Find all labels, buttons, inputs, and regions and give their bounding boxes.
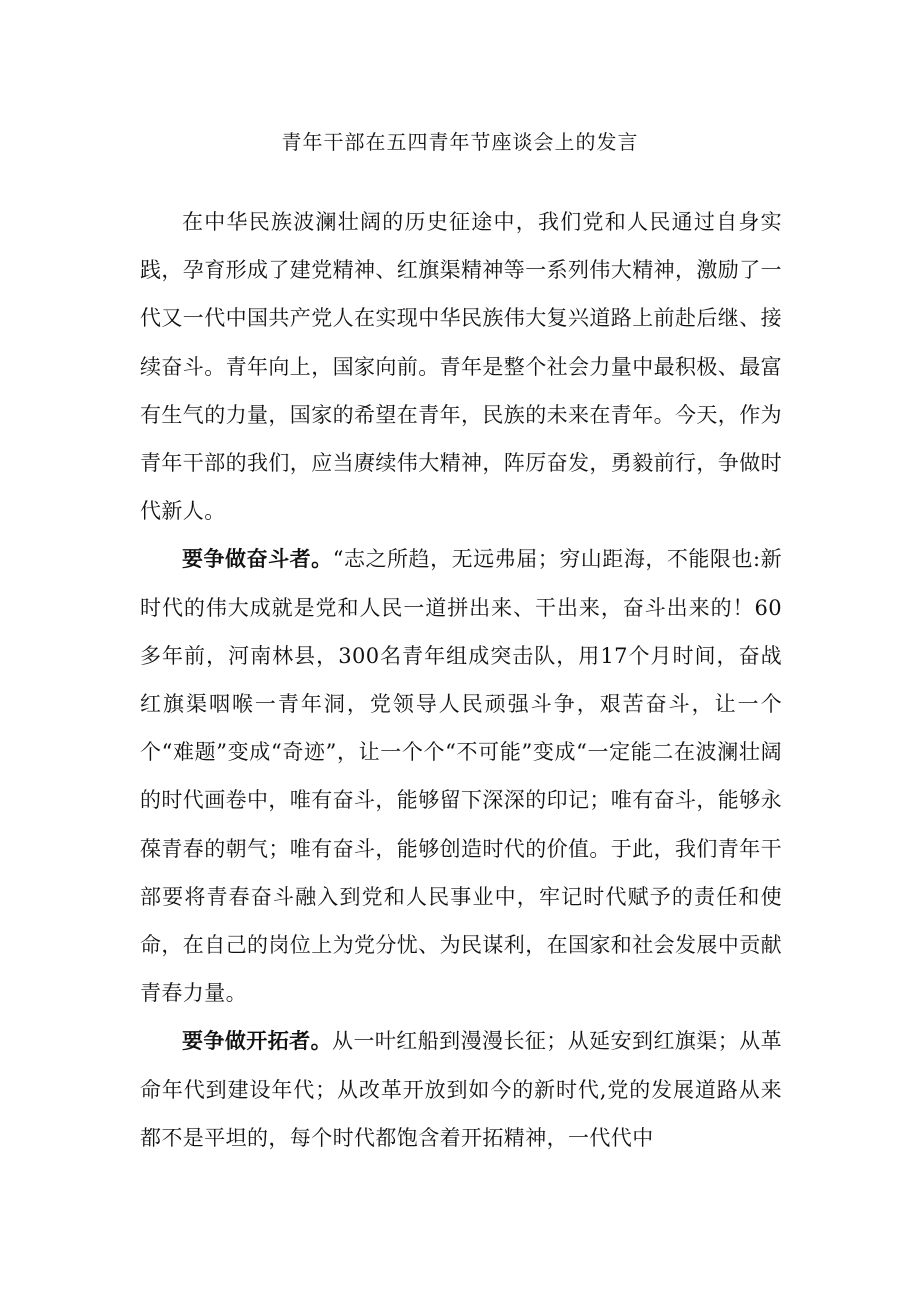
document-title: 青年干部在五四青年节座谈会上的发言: [281, 130, 639, 154]
paragraph-intro: [140, 198, 782, 535]
paragraph-striver-text: “志之所趋，无远弗届；穷山距海，不能限也:新时代的伟大成就是党和人民一道拼出来、干出来，奋斗出来的！60多年前，河南林县，300名青年组成突击队，用17个月时间，奋战红旗渠咽喉一青年洞，党领导人民顽强斗争，艰苦奋斗，让一个个“难题”变成“奇迹”，让一个个“不可能”变成“一定能二在波澜壮阔的时代画卷中，唯有奋斗，能够留下深深的印记；唯有奋斗，能够永葆青春的朝气；唯有奋斗，能够创造时代的价值。于此，我们青年干部要将青春奋斗融入到党和人民事业中，牢记时代赋予的责任和使命，在自己的岗位上为党分忧、为民谋利，在国家和社会发展中贡献青春力量。: [140, 547, 782, 1006]
paragraph-striver-heading: 要争做奋斗者。: [182, 546, 333, 572]
paragraph-pioneer: [140, 1017, 782, 1162]
paragraph-intro-text: 在中华民族波澜壮阔的历史征途中，我们党和人民通过自身实践，孕育形成了建党精神、红旗渠精神等一系列伟大精神，激励了一代又一代中国共产党人在实现中华民族伟大复兴道路上前赴后继、接续奋斗。青年向上，国家向前。青年是整个社会力量中最积极、最富有生气的力量，国家的希望在青年，民族的未来在青年。今天，作为青年干部的我们，应当赓续伟大精神，阵厉奋发，勇毅前行，争做时代新人。: [140, 210, 782, 524]
paragraph-pioneer-heading: 要争做开拓者。: [182, 1028, 333, 1054]
paragraph-striver: [140, 535, 782, 1017]
paragraph-pioneer-text: 从一叶红船到漫漫长征；从延安到红旗渠；从革命年代到建设年代；从改革开放到如今的新时代,党的发展道路从来都不是平坦的，每个时代都饱含着开拓精神，一代代中: [140, 1029, 782, 1150]
document-body: [140, 198, 782, 1162]
